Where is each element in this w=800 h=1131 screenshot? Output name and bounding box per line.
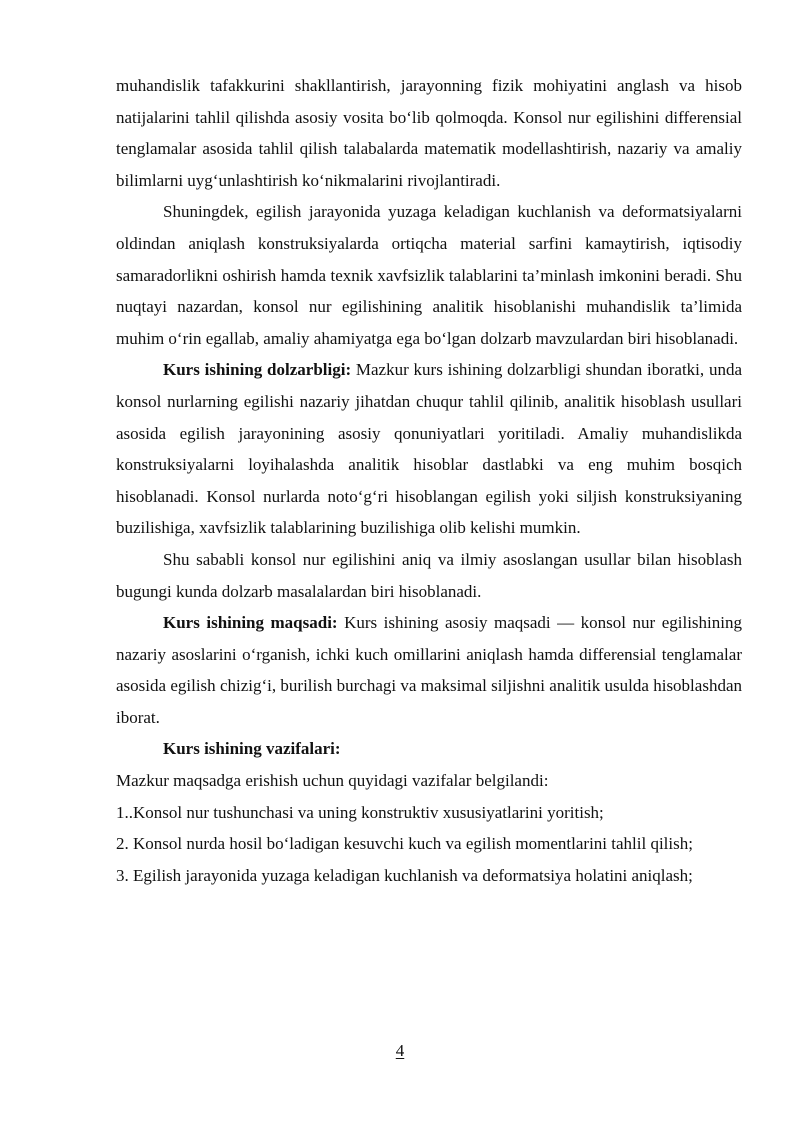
paragraph-tasks-heading [116,733,742,765]
heading-tasks: Kurs ishining vazifalari: [163,739,341,759]
paragraph-conclusion: Shu sababli konsol nur egilishini aniq va ilmiy asoslangan usullar bilan hisoblash bugungi kunda dolzarb masalalardan biri hisoblanadi. [116,549,742,601]
paragraph-tasks-intro: Mazkur maqsadga erishish uchun quyidagi vazifalar belgilandi: [116,771,549,791]
list-item-task-1: 1..Konsol nur tushunchasi va uning konstruktiv xususiyatlarini yoritish; [116,802,604,822]
paragraph-relevance [116,354,742,544]
page-number-value: 4 [395,1041,405,1060]
paragraph-deformation: Shuningdek, egilish jarayonida yuzaga keladigan kuchlanish va deformatsiyalarni oldindan aniqlash konstruksiyalarda ortiqcha material sarfini kamaytirish, iqtisodiy samaradorlikni oshirish hamda texnik xavfsizlik talablarini ta’minlash imkonini beradi. Shu nuqtayi nazardan, konsol nur egilishining analitik hisoblanishi muhandislik ta’limida muhim o‘rin egallab, amaliy ahamiyatga ega bo‘lgan dolzarb mavzulardan biri hisoblanadi. [116,202,742,348]
goal-text: Kurs ishining asosiy maqsadi — konsol nur egilishining nazariy asoslarini o‘rganish, ichki kuch omillarini aniqlash hamda differensial tenglamalar asosida egilish chizig‘i, burilish burchagi va maksimal siljishni analitik usulda hisoblashdan iborat. [116,613,742,727]
heading-goal: Kurs ishining maqsadi: [163,613,338,633]
paragraph-goal [116,607,742,733]
relevance-text: Mazkur kurs ishining dolzarbligi shundan iboratki, unda konsol nurlarning egilishi nazariy jihatdan chuqur tahlil qilinib, analitik hisoblash usullari asosida egilish jarayonining asosiy qonuniyatlari yoritiladi. Amaliy muhandislikda konstruksiyalarni loyihalashda analitik hisoblar dastlabki va eng muhim bosqich hisoblanadi. Konsol nurlarda noto‘g‘ri hisoblangan egilish yoki siljish konstruksiyaning buzilishiga, xavfsizlik talablarining buzilishiga olib kelishi mumkin. [116,360,742,538]
list-item-task-2: 2. Konsol nurda hosil bo‘ladigan kesuvchi kuch va egilish momentlarini tahlil qilish; [116,834,693,854]
document-page [116,70,742,891]
heading-relevance: Kurs ishining dolzarbligi: [163,360,352,380]
page-number [0,1041,800,1061]
list-item-task-3: 3. Egilish jarayonida yuzaga keladigan kuchlanish va deformatsiya holatini aniqlash; [116,865,693,885]
paragraph-intro-continuation: muhandislik tafakkurini shakllantirish, jarayonning fizik mohiyatini anglash va hisob natijalarini tahlil qilishda asosiy vosita bo‘lib qolmoqda. Konsol nur egilishini differensial tenglamalar asosida tahlil qilish talabalarda matematik modellashtirish, nazariy va amaliy bilimlarni uyg‘unlashtirish ko‘nikmalarini rivojlantiradi. [116,76,742,190]
